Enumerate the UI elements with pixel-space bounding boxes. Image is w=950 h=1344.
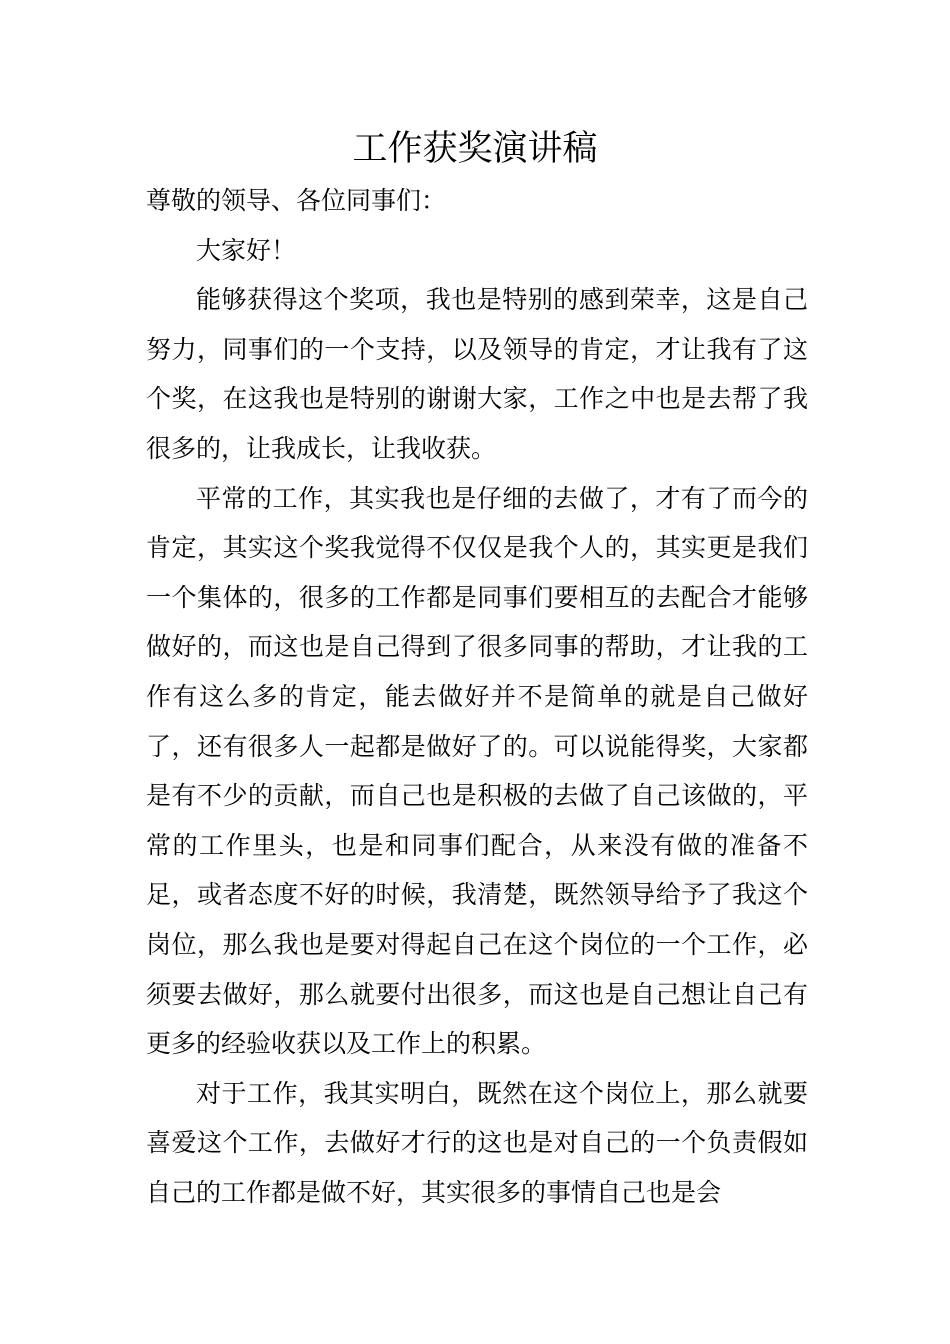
paragraph-teamwork: 平常的工作，其实我也是仔细的去做了，才有了而今的肯定，其实这个奖我觉得不仅仅是我个人的，其实更是我们一个集体的，很多的工作都是同事们要相互的去配合才能够做好的，而这也是自己得到了很多同事的帮助，才让我的工作有这么多的肯定，能去做好并不是简单的就是自己做好了，还有很多人一起都是做好了的。可以说能得奖，大家都是有不少的贡献，而自己也是积极的去做了自己该做的，平常的工作里头，也是和同事们配合，从来没有做的准备不足，或者态度不好的时候，我清楚，既然领导给予了我这个岗位，那么我也是要对得起自己在这个岗位的一个工作，必须要去做好，那么就要付出很多，而这也是自己想让自己有更多的经验收获以及工作上的积累。 — [146, 483, 808, 1059]
paragraph-greeting: 大家好！ — [196, 235, 297, 265]
document-body — [146, 176, 808, 1217]
paragraph-thanks: 能够获得这个奖项，我也是特别的感到荣幸，这是自己努力，同事们的一个支持，以及领导的肯定，才让我有了这个奖，在这我也是特别的谢谢大家，工作之中也是去帮了我很多的，让我成长，让我收获。 — [146, 285, 808, 463]
paragraph-responsibility: 对于工作，我其实明白，既然在这个岗位上，那么就要喜爱这个工作，去做好才行的这也是对自己的一个负责假如自己的工作都是做不好，其实很多的事情自己也是会 — [146, 1078, 808, 1207]
document-title: 工作获奖演讲稿 — [352, 129, 598, 169]
salutation: 尊敬的领导、各位同事们： — [146, 186, 447, 215]
